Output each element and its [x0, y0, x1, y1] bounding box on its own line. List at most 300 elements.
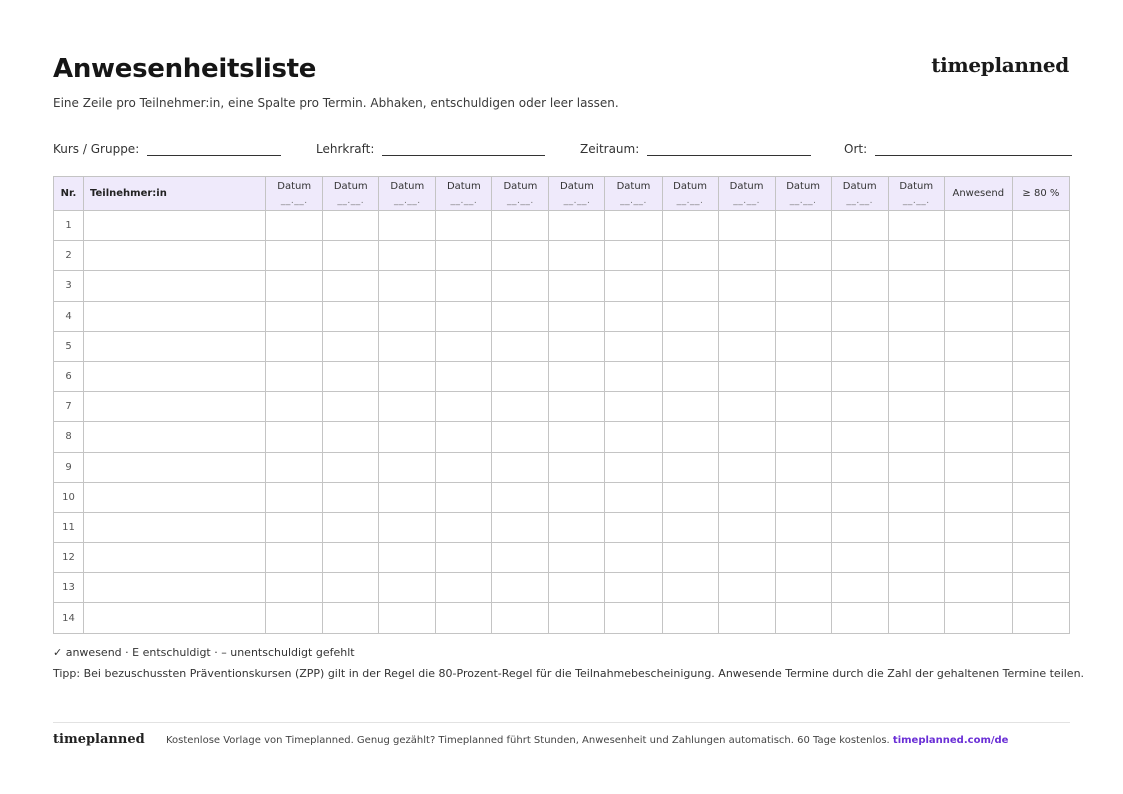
date-label: Datum — [673, 180, 707, 192]
present-count-cell[interactable] — [944, 301, 1012, 331]
attendance-cell[interactable] — [775, 482, 831, 512]
attendance-cell[interactable] — [605, 361, 662, 391]
attendance-cell[interactable] — [549, 573, 605, 603]
present-count-cell[interactable] — [944, 543, 1012, 573]
date-label: Datum — [786, 180, 821, 192]
attendance-cell[interactable] — [379, 422, 436, 452]
row-number: 10 — [54, 482, 84, 512]
attendance-cell[interactable] — [492, 331, 549, 361]
attendance-cell[interactable] — [718, 211, 775, 241]
attendance-cell[interactable] — [266, 482, 323, 512]
present-count-cell[interactable] — [944, 452, 1012, 482]
attendance-cell[interactable] — [436, 361, 492, 391]
footer-brand-logo: timeplanned — [53, 732, 145, 747]
attendance-cell[interactable] — [888, 452, 944, 482]
attendance-cell[interactable] — [436, 271, 492, 301]
table-row — [54, 543, 1070, 573]
header-date-2 — [323, 177, 379, 211]
participant-cell[interactable] — [84, 603, 266, 633]
attendance-cell[interactable] — [718, 482, 775, 512]
header-date-10 — [775, 177, 831, 211]
date-label: Datum — [390, 180, 425, 192]
attendance-cell[interactable] — [323, 301, 379, 331]
attendance-cell[interactable] — [662, 422, 718, 452]
attendance-cell[interactable] — [718, 361, 775, 391]
attendance-cell[interactable] — [662, 603, 718, 633]
threshold-cell[interactable] — [1012, 512, 1069, 542]
attendance-cell[interactable] — [492, 573, 549, 603]
date-placeholder: __.__. — [902, 195, 930, 206]
attendance-cell[interactable] — [379, 543, 436, 573]
row-number: 4 — [54, 301, 84, 331]
participant-cell[interactable] — [84, 573, 266, 603]
attendance-cell[interactable] — [266, 603, 323, 633]
attendance-cell[interactable] — [323, 573, 379, 603]
date-placeholder: __.__. — [733, 195, 760, 206]
attendance-cell[interactable] — [266, 301, 323, 331]
attendance-cell[interactable] — [436, 512, 492, 542]
attendance-table — [53, 176, 1070, 634]
attendance-cell[interactable] — [266, 331, 323, 361]
attendance-cell[interactable] — [379, 603, 436, 633]
attendance-cell[interactable] — [605, 241, 662, 271]
meta-line-period[interactable] — [647, 144, 811, 156]
row-number: 2 — [54, 241, 84, 271]
attendance-cell[interactable] — [266, 573, 323, 603]
row-number: 13 — [54, 573, 84, 603]
attendance-cell[interactable] — [775, 452, 831, 482]
attendance-cell[interactable] — [775, 211, 831, 241]
row-number: 11 — [54, 512, 84, 542]
threshold-cell[interactable] — [1012, 422, 1069, 452]
present-count-cell[interactable] — [944, 573, 1012, 603]
attendance-cell[interactable] — [888, 422, 944, 452]
attendance-cell[interactable] — [831, 603, 888, 633]
date-placeholder: __.__. — [507, 195, 534, 206]
present-count-cell[interactable] — [944, 331, 1012, 361]
attendance-cell[interactable] — [718, 301, 775, 331]
footer-divider — [53, 722, 1070, 723]
attendance-cell[interactable] — [831, 301, 888, 331]
attendance-cell[interactable] — [775, 573, 831, 603]
participant-cell[interactable] — [84, 271, 266, 301]
row-number: 14 — [54, 603, 84, 633]
attendance-cell[interactable] — [888, 573, 944, 603]
attendance-cell[interactable] — [605, 603, 662, 633]
attendance-cell[interactable] — [323, 361, 379, 391]
attendance-cell[interactable] — [492, 361, 549, 391]
attendance-cell[interactable] — [662, 512, 718, 542]
attendance-cell[interactable] — [436, 603, 492, 633]
table-row — [54, 211, 1070, 241]
header-date-6 — [549, 177, 605, 211]
table-row — [54, 271, 1070, 301]
attendance-cell[interactable] — [718, 392, 775, 422]
attendance-cell[interactable] — [323, 482, 379, 512]
row-number: 8 — [54, 422, 84, 452]
table-row — [54, 482, 1070, 512]
attendance-cell[interactable] — [888, 301, 944, 331]
attendance-cell[interactable] — [436, 482, 492, 512]
attendance-cell[interactable] — [492, 512, 549, 542]
header-date-11 — [831, 177, 888, 211]
participant-cell[interactable] — [84, 422, 266, 452]
attendance-cell[interactable] — [718, 452, 775, 482]
participant-cell[interactable] — [84, 331, 266, 361]
table-row — [54, 512, 1070, 542]
attendance-cell[interactable] — [436, 422, 492, 452]
meta-label-location: Ort: — [844, 142, 868, 156]
attendance-cell[interactable] — [549, 543, 605, 573]
date-placeholder: __.__. — [280, 195, 308, 206]
attendance-cell[interactable] — [718, 271, 775, 301]
attendance-cell[interactable] — [662, 392, 718, 422]
header-date-12 — [888, 177, 944, 211]
attendance-cell[interactable] — [718, 241, 775, 271]
threshold-cell[interactable] — [1012, 331, 1069, 361]
tip-text: Tipp: Bei bezuschussten Präventionskursen (ZPP) gilt in der Regel die 80-Prozent-Regel für die Teilnahmebescheinigung. Anwesende Termine durch die Zahl der gehaltenen Termine teilen. — [53, 667, 1085, 680]
attendance-cell[interactable] — [492, 301, 549, 331]
attendance-cell[interactable] — [549, 392, 605, 422]
attendance-cell[interactable] — [492, 452, 549, 482]
date-label: Datum — [899, 180, 934, 192]
attendance-cell[interactable] — [662, 271, 718, 301]
threshold-cell[interactable] — [1012, 271, 1069, 301]
attendance-cell[interactable] — [492, 271, 549, 301]
attendance-cell[interactable] — [605, 422, 662, 452]
threshold-cell[interactable] — [1012, 301, 1069, 331]
row-number: 5 — [54, 331, 84, 361]
meta-field-teacher[interactable] — [316, 140, 545, 156]
date-placeholder: __.__. — [846, 195, 874, 206]
attendance-cell[interactable] — [662, 482, 718, 512]
attendance-cell[interactable] — [266, 392, 323, 422]
attendance-cell[interactable] — [775, 392, 831, 422]
meta-label-course: Kurs / Gruppe: — [53, 142, 140, 156]
attendance-cell[interactable] — [775, 301, 831, 331]
footer-promo-text: Kostenlose Vorlage von Timeplanned. Genug gezählt? Timeplanned führt Stunden, Anwesenheit und Zahlungen automatisch. 60 Tage kostenlos. — [166, 735, 890, 746]
attendance-cell[interactable] — [549, 422, 605, 452]
header-threshold: ≥ 80 % — [1012, 177, 1069, 211]
attendance-cell[interactable] — [323, 603, 379, 633]
participant-cell[interactable] — [84, 392, 266, 422]
table-row — [54, 452, 1070, 482]
attendance-cell[interactable] — [831, 422, 888, 452]
attendance-cell[interactable] — [605, 512, 662, 542]
date-label: Datum — [616, 180, 651, 192]
attendance-cell[interactable] — [323, 271, 379, 301]
attendance-cell[interactable] — [831, 482, 888, 512]
present-count-cell[interactable] — [944, 392, 1012, 422]
attendance-cell[interactable] — [775, 512, 831, 542]
date-placeholder: __.__. — [789, 195, 817, 206]
footer-text — [166, 735, 1008, 746]
attendance-cell[interactable] — [436, 301, 492, 331]
meta-field-course[interactable] — [53, 140, 281, 156]
attendance-cell[interactable] — [605, 331, 662, 361]
attendance-cell[interactable] — [549, 331, 605, 361]
meta-line-location[interactable] — [875, 144, 1072, 156]
attendance-cell[interactable] — [549, 361, 605, 391]
present-count-cell[interactable] — [944, 211, 1012, 241]
attendance-cell[interactable] — [266, 241, 323, 271]
attendance-cell[interactable] — [323, 543, 379, 573]
attendance-cell[interactable] — [775, 331, 831, 361]
attendance-cell[interactable] — [436, 392, 492, 422]
date-placeholder: __.__. — [563, 195, 591, 206]
attendance-cell[interactable] — [775, 241, 831, 271]
attendance-cell[interactable] — [266, 512, 323, 542]
participant-cell[interactable] — [84, 241, 266, 271]
row-number: 6 — [54, 361, 84, 391]
attendance-cell[interactable] — [379, 573, 436, 603]
attendance-cell[interactable] — [888, 211, 944, 241]
attendance-cell[interactable] — [379, 301, 436, 331]
header-date-5 — [492, 177, 549, 211]
header-date-3 — [379, 177, 436, 211]
attendance-cell[interactable] — [775, 543, 831, 573]
threshold-cell[interactable] — [1012, 573, 1069, 603]
attendance-cell[interactable] — [492, 543, 549, 573]
table-row — [54, 241, 1070, 271]
attendance-cell[interactable] — [605, 271, 662, 301]
present-count-cell[interactable] — [944, 482, 1012, 512]
participant-cell[interactable] — [84, 482, 266, 512]
threshold-cell[interactable] — [1012, 392, 1069, 422]
date-label: Datum — [277, 180, 312, 192]
attendance-cell[interactable] — [831, 392, 888, 422]
attendance-cell[interactable] — [266, 361, 323, 391]
attendance-cell[interactable] — [436, 452, 492, 482]
legend: ✓ anwesend · E entschuldigt · – unentschuldigt gefehlt — [53, 646, 355, 659]
attendance-cell[interactable] — [775, 422, 831, 452]
attendance-cell[interactable] — [605, 573, 662, 603]
attendance-cell[interactable] — [662, 211, 718, 241]
attendance-cell[interactable] — [662, 241, 718, 271]
table-row — [54, 422, 1070, 452]
attendance-cell[interactable] — [888, 543, 944, 573]
attendance-cell[interactable] — [831, 361, 888, 391]
attendance-cell[interactable] — [605, 211, 662, 241]
attendance-cell[interactable] — [605, 392, 662, 422]
attendance-cell[interactable] — [436, 573, 492, 603]
attendance-cell[interactable] — [888, 603, 944, 633]
attendance-cell[interactable] — [718, 331, 775, 361]
attendance-cell[interactable] — [549, 271, 605, 301]
attendance-cell[interactable] — [492, 392, 549, 422]
present-count-cell[interactable] — [944, 603, 1012, 633]
attendance-cell[interactable] — [436, 543, 492, 573]
brand-logo: timeplanned — [931, 53, 1069, 77]
header-present: Anwesend — [944, 177, 1012, 211]
meta-field-period[interactable] — [580, 140, 811, 156]
attendance-cell[interactable] — [775, 603, 831, 633]
attendance-cell[interactable] — [379, 452, 436, 482]
date-label: Datum — [333, 180, 368, 192]
attendance-cell[interactable] — [831, 241, 888, 271]
attendance-cell[interactable] — [379, 512, 436, 542]
attendance-cell[interactable] — [379, 241, 436, 271]
header-date-1 — [266, 177, 323, 211]
table-header-row — [54, 177, 1070, 211]
participant-cell[interactable] — [84, 211, 266, 241]
attendance-cell[interactable] — [323, 452, 379, 482]
attendance-cell[interactable] — [831, 271, 888, 301]
attendance-cell[interactable] — [492, 603, 549, 633]
table-row — [54, 331, 1070, 361]
attendance-cell[interactable] — [549, 241, 605, 271]
row-number: 9 — [54, 452, 84, 482]
date-label: Datum — [842, 180, 877, 192]
header-participant: Teilnehmer:in — [84, 177, 266, 211]
participant-cell[interactable] — [84, 361, 266, 391]
attendance-cell[interactable] — [323, 211, 379, 241]
date-label: Datum — [729, 180, 764, 192]
attendance-cell[interactable] — [549, 603, 605, 633]
attendance-cell[interactable] — [379, 331, 436, 361]
attendance-cell[interactable] — [718, 422, 775, 452]
attendance-cell[interactable] — [662, 573, 718, 603]
attendance-cell[interactable] — [323, 512, 379, 542]
attendance-cell[interactable] — [888, 482, 944, 512]
meta-line-teacher[interactable] — [382, 144, 545, 156]
attendance-cell[interactable] — [888, 271, 944, 301]
attendance-cell[interactable] — [549, 512, 605, 542]
attendance-cell[interactable] — [605, 543, 662, 573]
row-number: 1 — [54, 211, 84, 241]
attendance-cell[interactable] — [775, 271, 831, 301]
row-number: 12 — [54, 543, 84, 573]
date-label: Datum — [503, 180, 538, 192]
attendance-cell[interactable] — [379, 361, 436, 391]
threshold-cell[interactable] — [1012, 543, 1069, 573]
attendance-cell[interactable] — [888, 392, 944, 422]
present-count-cell[interactable] — [944, 241, 1012, 271]
attendance-cell[interactable] — [831, 543, 888, 573]
attendance-cell[interactable] — [831, 573, 888, 603]
attendance-cell[interactable] — [323, 392, 379, 422]
attendance-cell[interactable] — [662, 301, 718, 331]
attendance-cell[interactable] — [379, 271, 436, 301]
attendance-cell[interactable] — [266, 543, 323, 573]
date-placeholder: __.__. — [337, 195, 365, 206]
meta-fields — [53, 140, 1070, 158]
attendance-cell[interactable] — [662, 452, 718, 482]
attendance-cell[interactable] — [718, 603, 775, 633]
attendance-cell[interactable] — [492, 422, 549, 452]
attendance-cell[interactable] — [266, 422, 323, 452]
threshold-cell[interactable] — [1012, 482, 1069, 512]
row-number: 3 — [54, 271, 84, 301]
attendance-cell[interactable] — [662, 543, 718, 573]
threshold-cell[interactable] — [1012, 211, 1069, 241]
attendance-cell[interactable] — [492, 482, 549, 512]
attendance-cell[interactable] — [436, 241, 492, 271]
meta-label-teacher: Lehrkraft: — [316, 142, 375, 156]
attendance-cell[interactable] — [379, 392, 436, 422]
attendance-cell[interactable] — [662, 331, 718, 361]
attendance-cell[interactable] — [379, 211, 436, 241]
attendance-cell[interactable] — [436, 331, 492, 361]
attendance-cell[interactable] — [888, 512, 944, 542]
attendance-cell[interactable] — [379, 482, 436, 512]
date-placeholder: __.__. — [620, 195, 647, 206]
table-row — [54, 603, 1070, 633]
attendance-cell[interactable] — [775, 361, 831, 391]
page-subtitle: Eine Zeile pro Teilnehmer:in, eine Spalte pro Termin. Abhaken, entschuldigen oder leer lassen. — [53, 96, 619, 110]
attendance-cell[interactable] — [436, 211, 492, 241]
date-label: Datum — [560, 180, 594, 192]
threshold-cell[interactable] — [1012, 603, 1069, 633]
page-title: Anwesenheitsliste — [53, 54, 317, 84]
date-placeholder: __.__. — [676, 195, 704, 206]
attendance-cell[interactable] — [549, 211, 605, 241]
participant-cell[interactable] — [84, 512, 266, 542]
date-placeholder: __.__. — [450, 195, 478, 206]
table-row — [54, 301, 1070, 331]
date-placeholder: __.__. — [393, 195, 421, 206]
attendance-cell[interactable] — [831, 211, 888, 241]
present-count-cell[interactable] — [944, 361, 1012, 391]
header-date-7 — [605, 177, 662, 211]
date-label: Datum — [446, 180, 481, 192]
attendance-cell[interactable] — [323, 331, 379, 361]
attendance-cell[interactable] — [549, 482, 605, 512]
participant-cell[interactable] — [84, 301, 266, 331]
header-nr: Nr. — [54, 177, 84, 211]
attendance-cell[interactable] — [266, 211, 323, 241]
threshold-cell[interactable] — [1012, 241, 1069, 271]
attendance-cell[interactable] — [549, 452, 605, 482]
attendance-cell[interactable] — [662, 361, 718, 391]
present-count-cell[interactable] — [944, 422, 1012, 452]
meta-field-location[interactable] — [844, 140, 1072, 156]
attendance-cell[interactable] — [888, 331, 944, 361]
attendance-cell[interactable] — [605, 452, 662, 482]
attendance-cell[interactable] — [718, 512, 775, 542]
participant-cell[interactable] — [84, 452, 266, 482]
meta-label-period: Zeitraum: — [580, 142, 640, 156]
header-date-4 — [436, 177, 492, 211]
attendance-cell[interactable] — [266, 271, 323, 301]
attendance-cell[interactable] — [549, 301, 605, 331]
table-row — [54, 573, 1070, 603]
attendance-cell[interactable] — [605, 301, 662, 331]
attendance-cell[interactable] — [266, 452, 323, 482]
attendance-cell[interactable] — [605, 482, 662, 512]
present-count-cell[interactable] — [944, 512, 1012, 542]
attendance-cell[interactable] — [718, 573, 775, 603]
attendance-cell[interactable] — [323, 241, 379, 271]
attendance-cell[interactable] — [831, 512, 888, 542]
footer-link[interactable]: timeplanned.com/de — [892, 735, 1009, 746]
attendance-cell[interactable] — [888, 361, 944, 391]
attendance-cell[interactable] — [323, 422, 379, 452]
attendance-cell[interactable] — [888, 241, 944, 271]
attendance-cell[interactable] — [492, 211, 549, 241]
header-date-8 — [662, 177, 718, 211]
attendance-cell[interactable] — [831, 452, 888, 482]
attendance-cell[interactable] — [718, 543, 775, 573]
threshold-cell[interactable] — [1012, 452, 1069, 482]
header-date-9 — [718, 177, 775, 211]
participant-cell[interactable] — [84, 543, 266, 573]
attendance-cell[interactable] — [831, 331, 888, 361]
threshold-cell[interactable] — [1012, 361, 1069, 391]
attendance-cell[interactable] — [492, 241, 549, 271]
present-count-cell[interactable] — [944, 271, 1012, 301]
meta-line-course[interactable] — [147, 144, 281, 156]
